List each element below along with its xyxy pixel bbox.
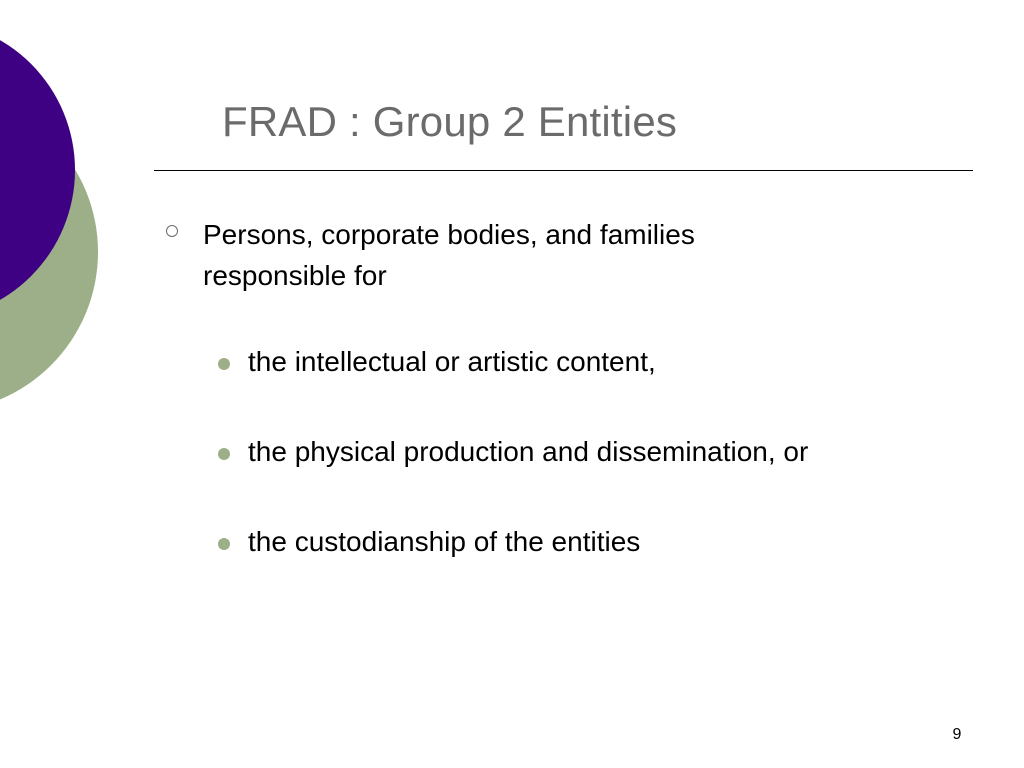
sub-bullet-production xyxy=(218,432,938,472)
title-divider xyxy=(154,170,973,171)
page-number: 9 xyxy=(952,726,962,743)
filled-circle-bullet-icon xyxy=(218,448,230,460)
sub-bullet-content xyxy=(218,342,938,382)
filled-circle-bullet-icon xyxy=(218,358,230,370)
hollow-circle-bullet-icon xyxy=(166,225,178,237)
slide-title: FRAD : Group 2 Entities xyxy=(222,98,678,145)
bullet-text: Persons, corporate bodies, and families responsible for xyxy=(203,219,695,291)
sub-bullet-text: the physical production and dissemination, or xyxy=(248,436,809,467)
sub-bullet-text: the custodianship of the entities xyxy=(248,526,641,557)
sub-bullet-custodianship xyxy=(218,522,938,562)
sub-bullet-text: the intellectual or artistic content, xyxy=(248,346,656,377)
filled-circle-bullet-icon xyxy=(218,538,230,550)
